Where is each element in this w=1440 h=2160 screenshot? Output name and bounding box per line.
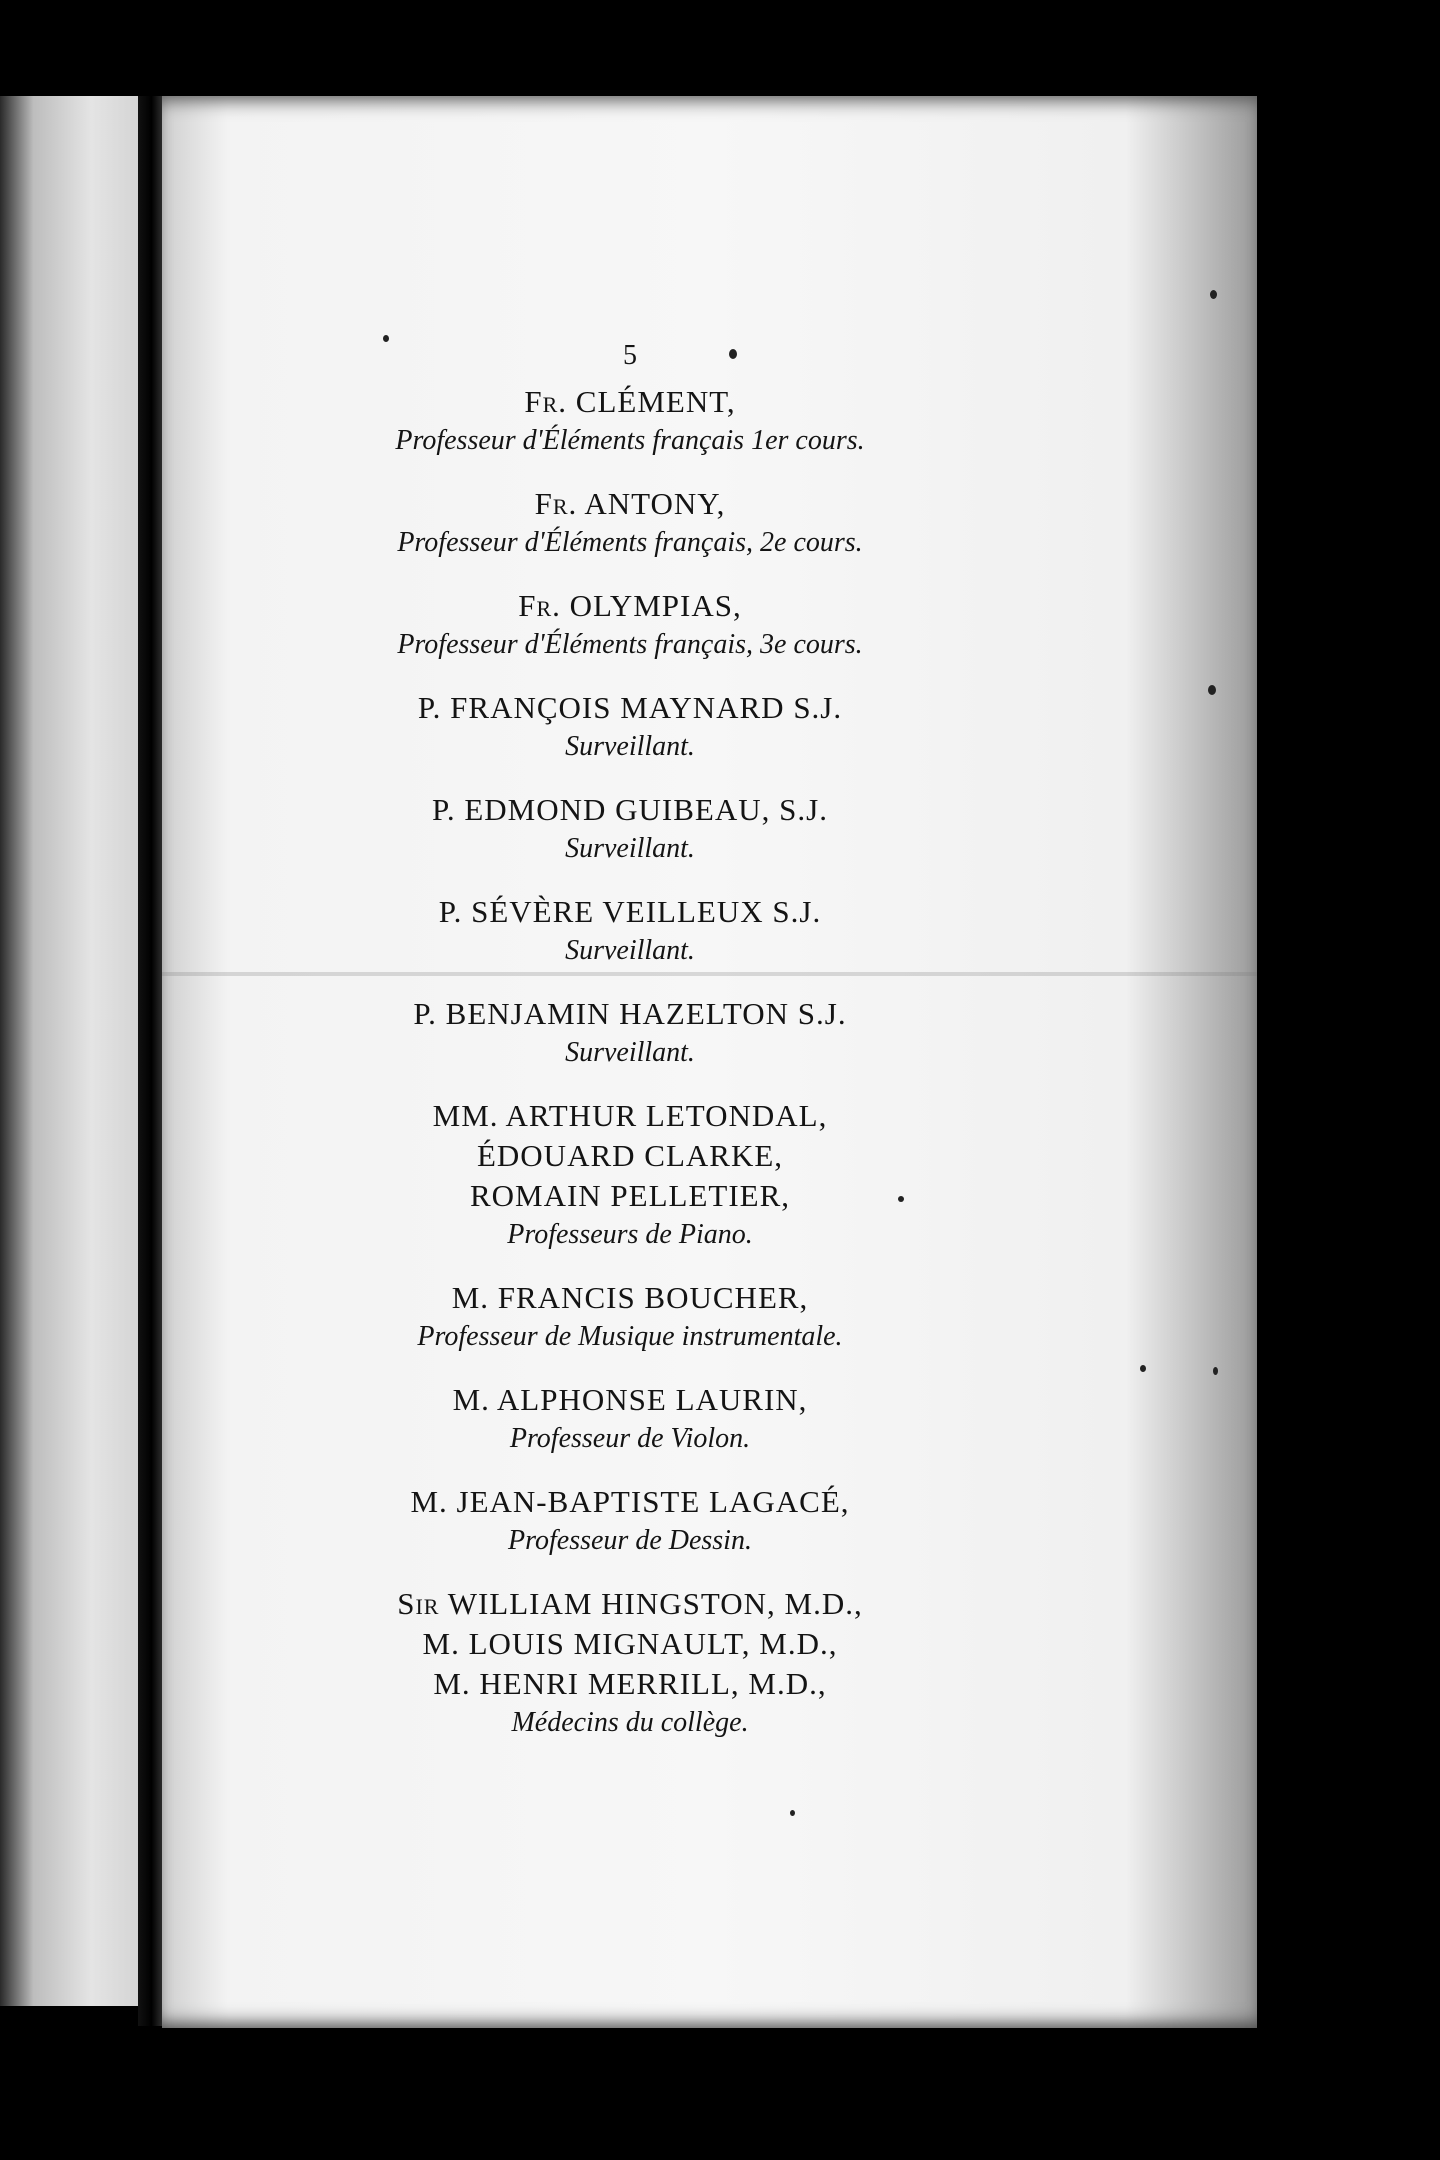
staff-entry [330, 484, 930, 562]
staff-name: P. BENJAMIN HAZELTON S.J. [413, 996, 847, 1031]
staff-name: MM. ARTHUR LETONDAL, [432, 1098, 828, 1133]
staff-entry [330, 1096, 930, 1254]
staff-role: Surveillant. [565, 731, 695, 762]
staff-entry [330, 1482, 930, 1560]
staff-name: M. ALPHONSE LAURIN, [452, 1382, 808, 1417]
staff-list [330, 340, 930, 1766]
honorific: Fr. [524, 384, 568, 419]
scan-speck [898, 1196, 904, 1202]
honorific: Fr. [534, 486, 578, 521]
staff-name: M. HENRI MERRILL, M.D., [433, 1666, 827, 1701]
staff-name: Fr. CLÉMENT, [524, 384, 736, 419]
staff-name: M. FRANCIS BOUCHER, [451, 1280, 809, 1315]
scan-speck [790, 1810, 795, 1816]
staff-name: M. JEAN-BAPTISTE LAGACÉ, [410, 1484, 850, 1519]
staff-role: Surveillant. [565, 935, 695, 966]
staff-entry [330, 892, 930, 970]
scan-speck [383, 335, 389, 342]
staff-name: Fr. OLYMPIAS, [518, 588, 742, 623]
honorific: Sir [397, 1586, 440, 1621]
staff-role: Professeur d'Éléments français 1er cours. [395, 425, 865, 456]
staff-role: Professeur d'Éléments français, 3e cours. [397, 629, 863, 660]
scan-speck [729, 349, 737, 359]
staff-name: P. EDMOND GUIBEAU, S.J. [432, 792, 828, 827]
staff-name: P. FRANÇOIS MAYNARD S.J. [417, 690, 843, 725]
staff-entry [330, 790, 930, 868]
staff-entry [330, 382, 930, 460]
staff-entry [330, 1278, 930, 1356]
staff-entry [330, 1380, 930, 1458]
honorific: Fr. [518, 588, 561, 623]
scan-speck [1140, 1365, 1146, 1372]
page-number: 5 [623, 340, 637, 371]
staff-role: Professeur d'Éléments français, 2e cours. [397, 527, 863, 558]
staff-role: Surveillant. [565, 833, 695, 864]
staff-name: ÉDOUARD CLARKE, [476, 1138, 784, 1173]
staff-entry [330, 586, 930, 664]
staff-role: Professeur de Violon. [509, 1423, 751, 1454]
scan-speck [1213, 1367, 1218, 1375]
staff-role: Professeurs de Piano. [507, 1219, 753, 1250]
staff-entry [330, 994, 930, 1072]
staff-entry [330, 1584, 930, 1742]
staff-name: M. LOUIS MIGNAULT, M.D., [422, 1626, 838, 1661]
staff-entry [330, 688, 930, 766]
staff-name: P. SÉVÈRE VEILLEUX S.J. [438, 894, 822, 929]
staff-role: Professeur de Dessin. [508, 1525, 752, 1556]
staff-role: Professeur de Musique instrumentale. [417, 1321, 843, 1352]
staff-name: ROMAIN PELLETIER, [469, 1178, 791, 1213]
staff-name: Fr. ANTONY, [534, 486, 726, 521]
scan-speck [1208, 685, 1216, 695]
staff-role: Médecins du collège. [511, 1707, 749, 1738]
staff-name: Sir WILLIAM HINGSTON, M.D., [397, 1586, 863, 1621]
scan-speck [1210, 290, 1217, 299]
facing-page-edge [0, 96, 152, 2006]
staff-role: Surveillant. [565, 1037, 695, 1068]
